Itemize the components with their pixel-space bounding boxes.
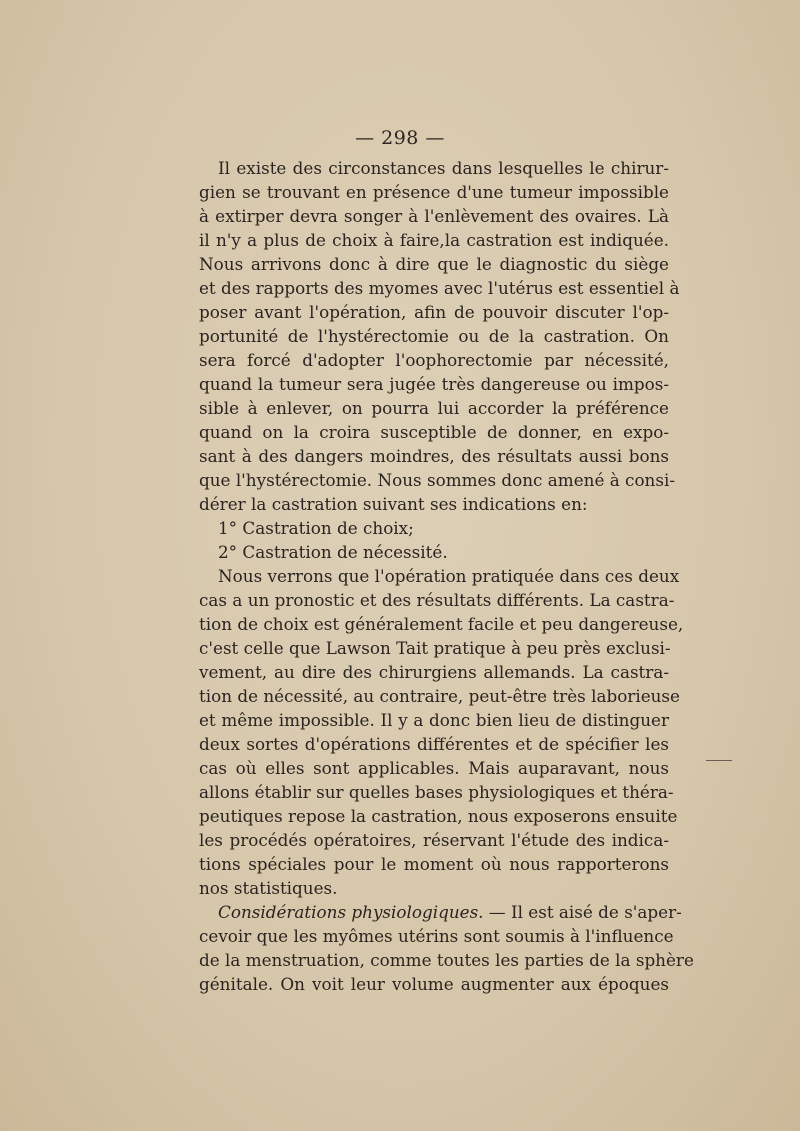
- text-line: [199, 972, 669, 996]
- line-text: gien se trouvant en présence d'une tumeur impossible: [199, 182, 669, 202]
- line-text: à extirper devra songer à l'enlèvement des ovaires. Là: [199, 206, 669, 226]
- text-line: [199, 420, 669, 444]
- line-text: poser avant l'opération, afin de pouvoir discuter l'op-: [199, 302, 669, 322]
- text-line: [199, 180, 669, 204]
- line-text: tion de nécessité, au contraire, peut-être très laborieuse: [199, 686, 680, 706]
- line-text: allons établir sur quelles bases physiologiques et théra-: [199, 782, 674, 802]
- line-text: Il existe des circonstances dans lesquelles le chirur-: [218, 158, 669, 178]
- text-line: [199, 828, 669, 852]
- text-line: [199, 636, 669, 660]
- text-line: [199, 612, 684, 636]
- text-line: [199, 756, 669, 780]
- line-text: cevoir que les myômes utérins sont soumis à l'influence: [199, 926, 674, 946]
- text-line: [199, 444, 669, 468]
- text-line: [199, 540, 669, 564]
- text-line: [199, 588, 675, 612]
- line-text: sera forcé d'adopter l'oophorectomie par nécessité,: [199, 350, 669, 370]
- line-text: portunité de l'hystérectomie ou de la castration. On: [199, 326, 669, 346]
- line-text: et même impossible. Il y a donc bien lieu de distinguer: [199, 710, 669, 730]
- text-line: [199, 852, 669, 876]
- line-text: nos statistiques.: [199, 878, 338, 898]
- line-text: quand on la croira susceptible de donner, en expo-: [199, 422, 669, 442]
- line-text: peutiques repose la castration, nous exposerons ensuite: [199, 806, 678, 826]
- text-line: [199, 948, 694, 972]
- text-line: [199, 396, 669, 420]
- line-text: Nous arrivons donc à dire que le diagnostic du siège: [199, 254, 669, 274]
- line-text: et des rapports des myomes avec l'utérus est essentiel à: [199, 278, 680, 298]
- line-text: tions spéciales pour le moment où nous rapporterons: [199, 854, 669, 874]
- line-text: tion de choix est généralement facile et peu dangereuse,: [199, 614, 684, 634]
- line-text: que l'hystérectomie. Nous sommes donc amené à consi-: [199, 470, 676, 490]
- text-line: [199, 780, 674, 804]
- line-text: sible à enlever, on pourra lui accorder la préférence: [199, 398, 669, 418]
- line-text: c'est celle que Lawson Tait pratique à peu près exclusi-: [199, 638, 671, 658]
- text-line: [199, 732, 669, 756]
- line-text: cas a un pronostic et des résultats différents. La castra-: [199, 590, 675, 610]
- line-text: — Il est aisé de s'aper-: [483, 902, 682, 922]
- line-text: 2° Castration de nécessité.: [218, 542, 448, 562]
- line-text: de la menstruation, comme toutes les parties de la sphère: [199, 950, 694, 970]
- text-line: [199, 300, 669, 324]
- text-line: [199, 804, 678, 828]
- text-line: [199, 252, 669, 276]
- text-line: [199, 324, 669, 348]
- text-line: [199, 876, 669, 900]
- margin-mark: [706, 760, 732, 761]
- line-text: 1° Castration de choix;: [218, 518, 414, 538]
- section-heading: Considérations physiologiques.: [218, 902, 484, 922]
- text-line: [199, 660, 669, 684]
- body-text: [199, 156, 694, 996]
- line-text: quand la tumeur sera jugée très dangereuse ou impos-: [199, 374, 669, 394]
- line-text: Nous verrons que l'opération pratiquée dans ces deux: [218, 566, 680, 586]
- line-text: sant à des dangers moindres, des résultats aussi bons: [199, 446, 669, 466]
- text-line: [199, 708, 669, 732]
- line-text: deux sortes d'opérations différentes et de spécifier les: [199, 734, 669, 754]
- text-line: [199, 348, 669, 372]
- line-text: dérer la castration suivant ses indications en:: [199, 494, 588, 514]
- text-line: [199, 228, 669, 252]
- text-line: [199, 900, 682, 924]
- text-line: [199, 372, 669, 396]
- page-number: — 298 —: [355, 127, 445, 149]
- text-line: [199, 492, 669, 516]
- text-line: [199, 468, 676, 492]
- line-text: il n'y a plus de choix à faire,la castration est indiquée.: [199, 230, 669, 250]
- text-line: [199, 516, 669, 540]
- text-line: [199, 684, 680, 708]
- text-line: [199, 204, 669, 228]
- text-line: [199, 276, 680, 300]
- text-line: [199, 564, 680, 588]
- text-line: [199, 924, 674, 948]
- line-text: les procédés opératoires, réservant l'étude des indica-: [199, 830, 669, 850]
- text-line: [199, 156, 669, 180]
- line-text: vement, au dire des chirurgiens allemands. La castra-: [199, 662, 669, 682]
- line-text: cas où elles sont applicables. Mais auparavant, nous: [199, 758, 669, 778]
- line-text: génitale. On voit leur volume augmenter aux époques: [199, 974, 669, 994]
